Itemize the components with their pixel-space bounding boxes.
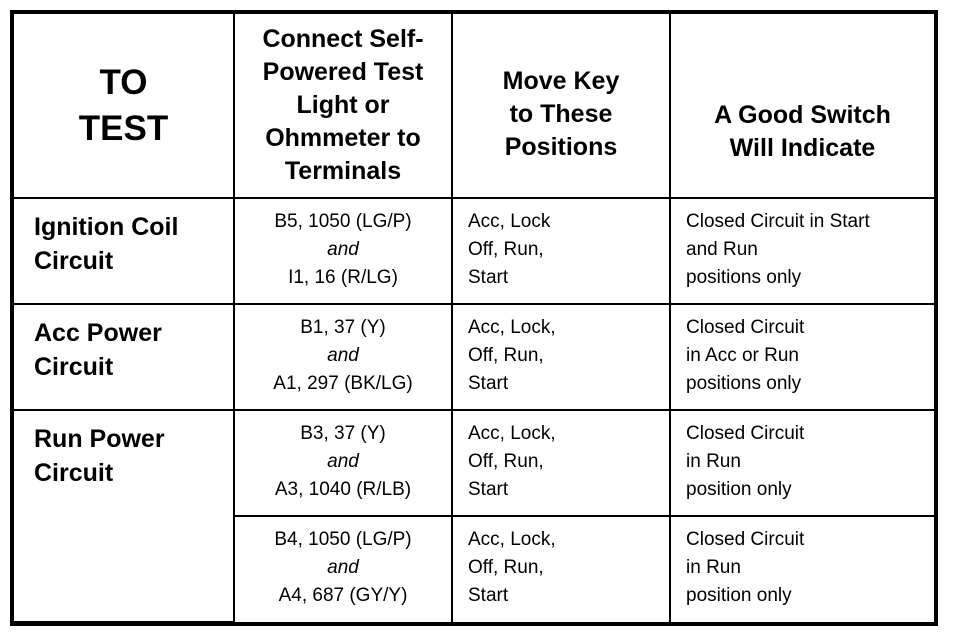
switch-test-table-frame (10, 10, 938, 626)
header-to-test (14, 14, 234, 198)
header-line: Positions (504, 132, 618, 161)
indicate-cell (670, 516, 934, 622)
header-line: TO (99, 62, 148, 102)
terminals-cell (234, 304, 452, 410)
position-line: Start (468, 479, 509, 500)
position-line: Off, Run, (468, 239, 544, 260)
position-line: Off, Run, (468, 345, 544, 366)
header-line: Terminals (284, 157, 402, 185)
position-line: Start (468, 373, 509, 394)
position-line: Acc, Lock, (468, 317, 556, 338)
terminal-line: B3, 37 (Y) (300, 423, 386, 444)
test-cell (14, 198, 234, 304)
positions-cell (452, 410, 670, 516)
test-cell (14, 410, 234, 622)
table-row (14, 198, 934, 304)
header-positions (452, 14, 670, 198)
table-row (14, 304, 934, 410)
header-line: Connect Self- (262, 25, 424, 53)
header-line: Ohmmeter to (265, 124, 421, 152)
test-label-line: Circuit (34, 247, 114, 275)
header-line: Light or (296, 91, 390, 119)
position-line: Acc, Lock, (468, 529, 556, 550)
and-connector: and (327, 345, 359, 366)
position-line: Start (468, 267, 509, 288)
header-line: A Good Switch (714, 100, 891, 129)
positions-cell (452, 198, 670, 304)
test-cell (14, 304, 234, 410)
terminal-line: B4, 1050 (LG/P) (274, 529, 412, 550)
and-connector: and (327, 557, 359, 578)
terminals-cell (234, 410, 452, 516)
table-row (14, 410, 934, 516)
indicate-line: position only (686, 585, 792, 606)
position-line: Off, Run, (468, 451, 544, 472)
indicate-line: Closed Circuit (686, 423, 805, 444)
test-label-line: Circuit (34, 459, 114, 487)
header-row (14, 14, 934, 198)
terminal-line: B5, 1050 (LG/P) (274, 211, 412, 232)
indicate-line: in Acc or Run (686, 345, 799, 366)
terminal-line: I1, 16 (R/LG) (288, 267, 398, 288)
positions-cell (452, 516, 670, 622)
position-line: Acc, Lock (468, 211, 551, 232)
header-indicate (670, 14, 934, 198)
indicate-line: Closed Circuit in Start (686, 211, 870, 232)
indicate-line: position only (686, 479, 792, 500)
header-line: to These (509, 99, 613, 128)
terminal-line: A3, 1040 (R/LB) (274, 479, 412, 500)
and-connector: and (327, 239, 359, 260)
indicate-cell (670, 198, 934, 304)
test-label-line: Acc Power (34, 319, 162, 347)
terminals-cell (234, 198, 452, 304)
header-line: Will Indicate (729, 133, 876, 162)
test-label-line: Run Power (34, 425, 165, 453)
header-line: TEST (78, 108, 169, 148)
position-line: Off, Run, (468, 557, 544, 578)
position-line: Acc, Lock, (468, 423, 556, 444)
indicate-line: positions only (686, 267, 802, 288)
terminals-cell (234, 516, 452, 622)
terminal-line: B1, 37 (Y) (300, 317, 386, 338)
and-connector: and (327, 451, 359, 472)
header-terminals (234, 14, 452, 198)
indicate-line: positions only (686, 373, 802, 394)
position-line: Start (468, 585, 509, 606)
positions-cell (452, 304, 670, 410)
test-label-line: Ignition Coil (34, 213, 179, 241)
header-line: Move Key (502, 66, 620, 95)
indicate-line: and Run (686, 239, 758, 260)
indicate-cell (670, 304, 934, 410)
switch-test-table (14, 14, 934, 623)
terminal-line: A1, 297 (BK/LG) (273, 373, 413, 394)
indicate-line: Closed Circuit (686, 317, 805, 338)
indicate-cell (670, 410, 934, 516)
test-label-line: Circuit (34, 353, 114, 381)
indicate-line: in Run (686, 451, 741, 472)
indicate-line: Closed Circuit (686, 529, 805, 550)
terminal-line: A4, 687 (GY/Y) (278, 585, 408, 606)
header-line: Powered Test (262, 58, 424, 86)
indicate-line: in Run (686, 557, 741, 578)
